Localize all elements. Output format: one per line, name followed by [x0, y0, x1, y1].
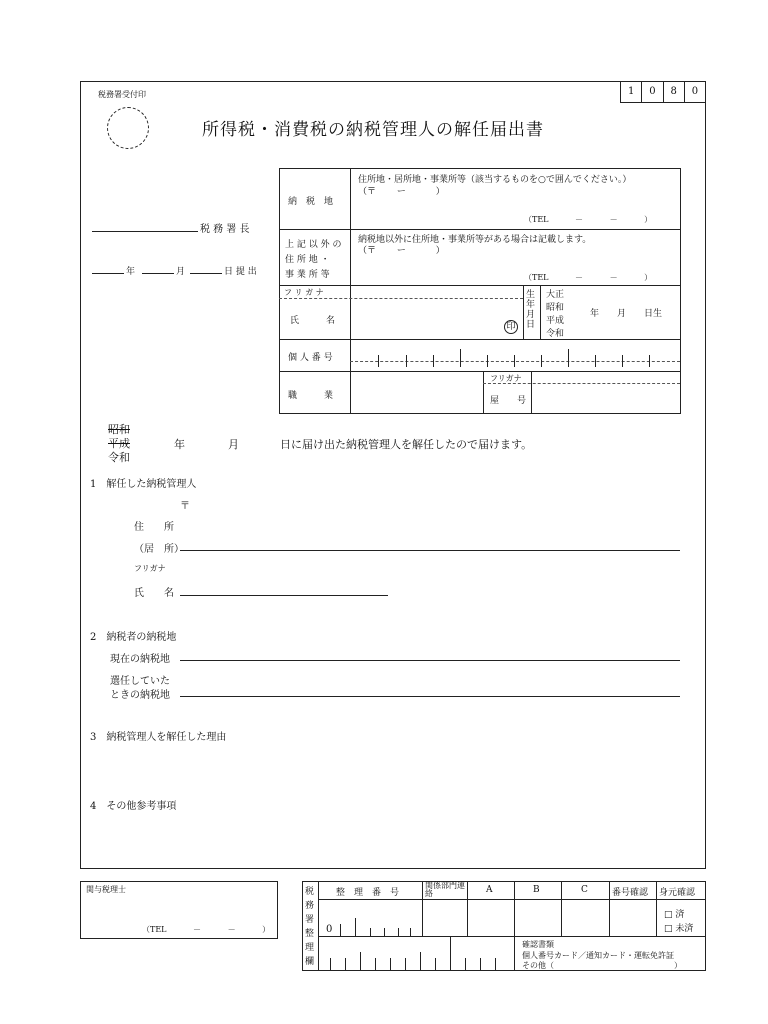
col-divider — [609, 881, 610, 937]
ref-tick — [370, 928, 371, 936]
address-label: 住 所 — [134, 522, 174, 533]
section-1-title: 1 解任した納税管理人 — [90, 479, 197, 490]
col-b-label: B — [533, 885, 540, 895]
birth-divider-2 — [540, 285, 541, 339]
era-reiwa[interactable]: 令和 — [546, 329, 565, 339]
my-number-baseline — [350, 361, 680, 362]
furigana-label-3: フリガナ — [134, 564, 166, 573]
taxpayer-table — [279, 168, 681, 414]
confirm-docs-label: 確認書類 — [522, 940, 554, 949]
postal-code-field-2[interactable]: （〒 ー ） — [358, 246, 445, 256]
statement-year: 年 — [174, 438, 185, 451]
occupation-label: 職 業 — [288, 391, 334, 401]
bottom-tick — [450, 936, 451, 971]
appointed-tax-place-input[interactable] — [180, 685, 680, 697]
header-divider — [318, 899, 706, 900]
accountant-tel[interactable]: （TEL － － ） — [142, 925, 271, 934]
digit-tick — [541, 355, 542, 367]
birth-date-label: 生年月日 — [526, 290, 536, 330]
digit-tick — [487, 355, 488, 367]
col-c-label: C — [581, 885, 588, 895]
office-label-4: 理 — [305, 943, 315, 953]
day-line[interactable] — [190, 262, 222, 274]
era-heisei-struck: 平成 — [108, 437, 130, 450]
row-divider — [279, 229, 681, 230]
label-divider — [350, 168, 351, 414]
bottom-tick — [360, 952, 361, 971]
tel-field-2[interactable]: （TEL － － ） — [524, 273, 653, 282]
bottom-tick — [420, 952, 421, 971]
taxpayer-address-label: 納 税 地 — [288, 197, 334, 207]
digit-tick — [433, 355, 434, 367]
section-4-title: 4 その他参考事項 — [90, 801, 177, 812]
occupation-divider — [483, 371, 484, 414]
form-code-digit: 8 — [664, 82, 685, 102]
year-line[interactable] — [92, 262, 124, 274]
ref-tick — [398, 928, 399, 936]
bottom-tick — [465, 958, 466, 971]
postal-mark: 〒 — [180, 501, 190, 512]
bottom-tick — [330, 958, 331, 971]
tel-field[interactable]: （TEL － － ） — [524, 215, 653, 224]
row-divider — [279, 285, 681, 286]
bottom-tick — [405, 958, 406, 971]
furigana-label-2: フリガナ — [490, 374, 522, 383]
office-label-2: 署 — [305, 915, 315, 925]
other-address-label-b: 住 所 地 ・ — [285, 255, 330, 265]
digit-tick — [378, 355, 379, 367]
identity-check-label: 身元確認 — [659, 888, 696, 898]
reference-number-label: 整 理 番 号 — [336, 888, 400, 898]
ref-tick — [340, 924, 341, 936]
digit-tick — [406, 355, 407, 367]
ref-tick — [410, 928, 411, 936]
accountant-label: 関与税理士 — [86, 885, 126, 894]
current-tax-place-label: 現在の納税地 — [110, 654, 170, 665]
month-line[interactable] — [142, 262, 174, 274]
era-heisei[interactable]: 平成 — [546, 316, 565, 326]
form-code-digit: 0 — [642, 82, 663, 102]
form-code — [620, 81, 706, 103]
statement-text: 日に届け出た納税管理人を解任したので届けます。 — [280, 438, 533, 451]
number-check-label: 番号確認 — [612, 888, 649, 898]
agent-name-input[interactable] — [180, 584, 388, 596]
office-col-divider — [318, 881, 319, 971]
address-input[interactable] — [180, 539, 680, 551]
col-divider — [514, 881, 515, 971]
current-tax-place-input[interactable] — [180, 649, 680, 661]
other-address-label-a: 上 記 以 外 の — [285, 240, 342, 250]
bottom-tick — [375, 958, 376, 971]
agent-name-label: 氏 名 — [134, 588, 174, 599]
digit-tick — [568, 349, 569, 367]
checkbox-done[interactable]: □ 済 — [664, 910, 685, 920]
receipt-stamp-circle — [107, 107, 149, 149]
office-suffix: 税 務 署 長 — [200, 224, 250, 235]
bottom-tick — [495, 958, 496, 971]
page-title: 所得税・消費税の納税管理人の解任届出書 — [202, 120, 544, 140]
day-submit-label: 日 提 出 — [224, 267, 257, 277]
form-code-digit: 0 — [691, 86, 699, 97]
era-reiwa: 令和 — [108, 451, 130, 464]
birth-ymd: 年 月 日生 — [590, 309, 663, 319]
month-label: 月 — [176, 267, 186, 277]
trade-name-label: 屋 号 — [490, 396, 527, 406]
digit-tick — [514, 355, 515, 367]
name-label: 氏 名 — [290, 316, 336, 326]
furigana-label: フ リ ガ ナ — [284, 288, 324, 297]
other-docs[interactable]: その他（ ） — [522, 961, 682, 970]
office-label-3: 整 — [305, 929, 315, 939]
bottom-tick — [390, 958, 391, 971]
office-label-5: 欄 — [305, 957, 315, 967]
stamp-label: 税務署受付印 — [98, 90, 146, 99]
office-name-line[interactable] — [92, 220, 198, 232]
col-divider — [656, 881, 657, 937]
era-taisho[interactable]: 大正 — [546, 290, 565, 300]
bottom-tick — [435, 958, 436, 971]
section-3-title: 3 納税管理人を解任した理由 — [90, 732, 227, 743]
tradename-divider — [531, 371, 532, 414]
digit-tick — [460, 349, 461, 367]
digit-tick — [649, 355, 650, 367]
doc-types: 個人番号カード／通知カード・運転免許証 — [522, 951, 674, 960]
appointed-tax-place-label-a: 選任していた — [110, 676, 170, 687]
year-label: 年 — [126, 267, 136, 277]
era-showa-struck: 昭和 — [108, 423, 130, 436]
row-divider — [279, 339, 681, 340]
statement-month: 月 — [228, 438, 239, 451]
bottom-tick — [345, 958, 346, 971]
col-divider — [561, 881, 562, 937]
furigana-divider — [279, 298, 523, 299]
row-divider — [279, 371, 681, 372]
appointed-tax-place-label-b: ときの納税地 — [110, 690, 170, 701]
form-code-digit: 1 — [621, 82, 642, 102]
row-divider-footer — [318, 936, 706, 937]
section-2-title: 2 納税者の納税地 — [90, 632, 177, 643]
office-label-0: 税 — [305, 887, 315, 897]
digit-tick — [595, 355, 596, 367]
address-type-note: 住所地・居所地・事業所等（該当するものを○で囲んでください。） — [358, 175, 632, 185]
col-a-label: A — [486, 885, 493, 895]
residence-label: （居 所） — [134, 544, 184, 555]
ref-tick — [355, 918, 356, 936]
checkbox-not-done[interactable]: □ 未済 — [664, 924, 694, 934]
ref-number-zero: 0 — [326, 924, 333, 935]
my-number-label: 個 人 番 号 — [288, 353, 333, 363]
other-address-note: 納税地以外に住所地・事業所等がある場合は記載します。 — [358, 235, 592, 245]
ref-tick — [384, 928, 385, 936]
seal-mark: 印 — [504, 320, 518, 334]
digit-tick — [622, 355, 623, 367]
dept-contact-label: 関係部門連 絡 — [425, 881, 473, 898]
other-address-label-c: 事 業 所 等 — [285, 270, 330, 280]
era-showa[interactable]: 昭和 — [546, 303, 565, 313]
bottom-tick — [480, 958, 481, 971]
birth-divider — [523, 285, 524, 339]
col-divider — [422, 881, 423, 937]
postal-code-field[interactable]: （〒 ー ） — [358, 187, 445, 197]
office-label-1: 務 — [305, 901, 315, 911]
